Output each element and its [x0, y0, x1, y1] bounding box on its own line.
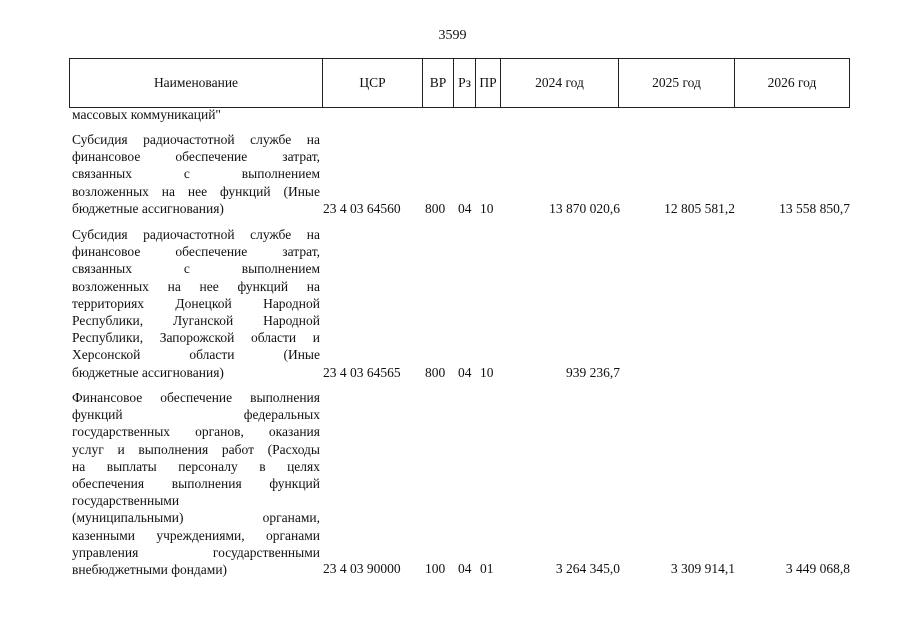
row-name-line: на выплаты персоналу в целях	[72, 458, 320, 474]
row-name-line: Херсонской области (Иные	[72, 347, 320, 363]
row-name-line: казенными учреждениями, органами	[72, 527, 320, 543]
row-name-line: финансовое обеспечение затрат,	[72, 149, 320, 165]
row-name-line: связанных с выполнением	[72, 166, 320, 182]
row-name-line: Республики, Запорожской области и	[72, 330, 320, 346]
header-2026: 2026 год	[767, 75, 817, 90]
row-name-line: внебюджетными фондами)	[72, 561, 228, 577]
row-name-line: Республики, Луганской Народной	[72, 312, 320, 328]
row-name-line: связанных с выполнением	[72, 261, 320, 277]
row-name-line: (муниципальными) органами,	[72, 510, 320, 526]
row-name-line: Субсидия радиочастотной службе на	[72, 132, 320, 147]
header-csr: ЦСР	[323, 59, 423, 107]
row-vr: 100	[425, 561, 446, 576]
row-name	[72, 389, 320, 578]
row-2024: 939 236,7	[566, 365, 620, 380]
row-name-line: территориях Донецкой Народной	[72, 295, 320, 311]
row-csr: 23 4 03 90000	[323, 561, 401, 576]
row-2025: 12 805 581,2	[664, 201, 735, 216]
page-number: 3599	[438, 28, 467, 43]
row-csr: 23 4 03 64565	[323, 365, 401, 380]
row-rz: 04	[458, 201, 472, 216]
row-name-line: бюджетные ассигнования)	[72, 364, 224, 380]
row-2026: 3 449 068,8	[785, 561, 850, 576]
row-name-line: государственных органов, оказания	[72, 424, 320, 440]
row-2025: 3 309 914,1	[670, 561, 735, 576]
row-pr: 10	[480, 365, 494, 380]
header-name: Наименование	[70, 59, 323, 107]
row-name-line: управления государственными	[72, 544, 320, 560]
table-header	[69, 58, 850, 108]
row-name-line: государственными	[72, 493, 180, 509]
row-pr: 10	[480, 201, 494, 216]
row-name-line: возложенных на нее функций (Иные	[72, 183, 320, 199]
row-name-line: возложенных на нее функций на	[72, 278, 320, 294]
row-name-line: бюджетные ассигнования)	[72, 200, 224, 216]
row-rz: 04	[458, 365, 472, 380]
header-2024: 2024 год	[501, 59, 619, 107]
row-vr: 800	[425, 365, 446, 380]
row-name-line: Финансовое обеспечение выполнения	[72, 390, 320, 405]
header-2025: 2025 год	[619, 59, 735, 107]
row-pr: 01	[480, 561, 494, 576]
row-name	[72, 131, 320, 217]
row-2024: 13 870 020,6	[549, 201, 620, 216]
header-pr: ПР	[476, 59, 501, 107]
header-rz: Рз	[454, 59, 476, 107]
row-2024: 3 264 345,0	[555, 561, 620, 576]
row-rz: 04	[458, 561, 472, 576]
row-name-line: услуг и выполнения работ (Расходы	[72, 441, 320, 457]
row-name-line: обеспечения выполнения функций	[72, 475, 320, 491]
row-vr: 800	[425, 201, 446, 216]
row-name-line: Субсидия радиочастотной службе на	[72, 227, 320, 242]
row-name-line: финансовое обеспечение затрат,	[72, 244, 320, 260]
header-vr: ВР	[423, 59, 454, 107]
row-name	[72, 226, 320, 381]
continuation-text: массовых коммуникаций"	[72, 107, 221, 122]
row-csr: 23 4 03 64560	[323, 201, 401, 216]
row-name-line: функций федеральных	[72, 407, 320, 423]
row-2026: 13 558 850,7	[779, 201, 850, 216]
